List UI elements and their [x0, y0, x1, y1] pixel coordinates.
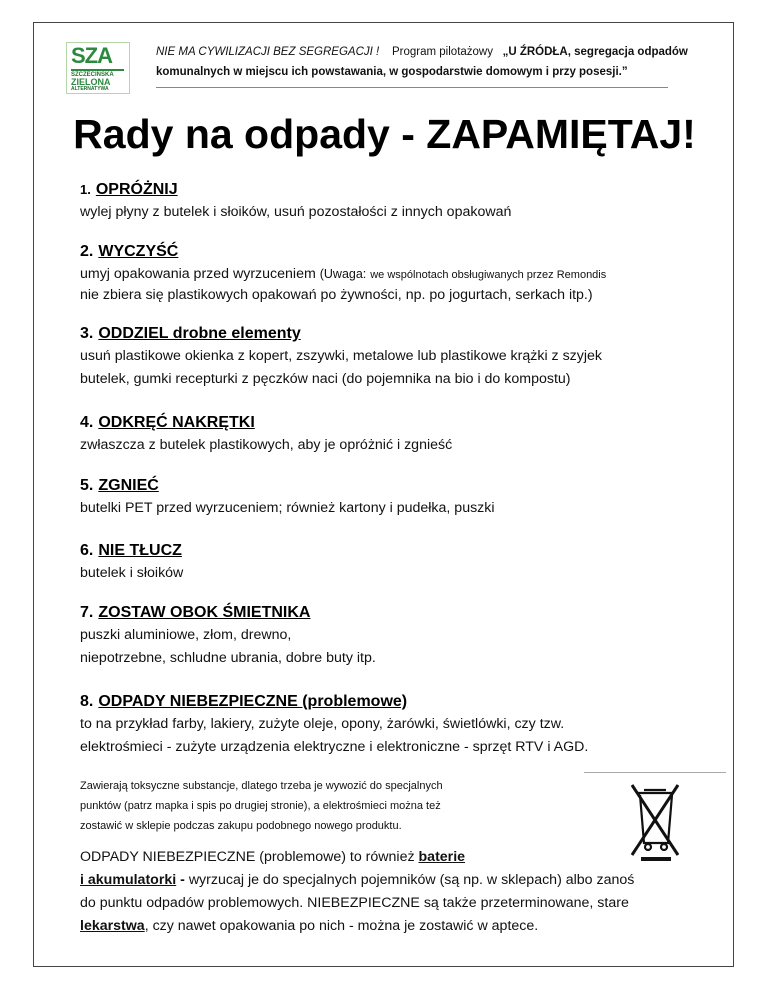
section-heading: WYCZYŚĆ: [98, 243, 179, 260]
logo-line1: SZCZECIŃSKA: [71, 72, 114, 78]
header: [156, 42, 718, 82]
section-7: 7. ZOSTAW OBOK ŚMIETNIKA puszki aluminiowe, złom, drewno, niepotrzebne, schludne ubrania, dobre buty itp.: [80, 602, 730, 670]
section-heading: ZGNIEĆ: [98, 477, 159, 494]
logo-line3: ALTERNATYWA: [71, 86, 109, 92]
section-text: zwłaszcza z butelek plastikowych, aby je opróżnić i zgnieść: [80, 437, 453, 453]
logo: [66, 42, 130, 94]
section-text: butelki PET przed wyrzuceniem; również kartony i pudełka, puszki: [80, 500, 495, 516]
section-2: 2. WYCZYŚĆ umyj opakowania przed wyrzuceniem (Uwaga: we wspólnotach obsługiwanych przez Remondis nie zbiera się plastikowych opakowań po żywności, np. po jogurtach, serkach itp.): [80, 243, 607, 303]
section-text: usuń plastikowe okienka z kopert, zszywki, metalowe lub plastikowe krążki z szyjek: [80, 348, 602, 364]
section-8: 8. ODPADY NIEBEZPIECZNE (problemowe) to na przykład farby, lakiery, zużyte oleje, opony, żarówki, świetlówki, czy tzw. elektrośmieci - zużyte urządzenia elektryczne i elektroniczne - sprzęt RTV i AGD.: [80, 691, 730, 759]
page-frame: [33, 22, 734, 967]
slogan: NIE MA CYWILIZACJI BEZ SEGREGACJI !: [156, 46, 380, 58]
section-3: 3. ODDZIEL drobne elementy usuń plastikowe okienka z kopert, zszywki, metalowe lub plastikowe krążki z szyjek butelek, gumki recepturki z pęczków naci (do pojemnika na bio i do kompostu): [80, 323, 730, 391]
section-heading: NIE TŁUCZ: [98, 542, 182, 559]
section-heading: ODPADY NIEBEZPIECZNE (problemowe): [98, 693, 408, 710]
header-divider: [156, 87, 668, 88]
section-4: 4. ODKRĘĆ NAKRĘTKI zwłaszcza z butelek plastikowych, aby je opróżnić i zgnieść: [80, 412, 730, 457]
program-name: „U ŹRÓDŁA, segregacja odpadów komunalnych w miejscu ich powstawania, w gospodarstwie domowym i przy posesji.”: [156, 46, 688, 78]
section-text: umyj opakowania przed wyrzuceniem: [80, 266, 316, 282]
section-heading: ODDZIEL drobne elementy: [98, 325, 301, 342]
section-text: puszki aluminiowe, złom, drewno,: [80, 627, 292, 643]
section-heading: ZOSTAW OBOK ŚMIETNIKA: [98, 604, 311, 621]
section-6: 6. NIE TŁUCZ butelek i słoików: [80, 540, 730, 585]
program-prefix: Program pilotażowy: [392, 46, 493, 58]
section-text: to na przykład farby, lakiery, zużyte oleje, opony, żarówki, świetlówki, czy tzw.: [80, 716, 565, 732]
final-paragraph: ODPADY NIEBEZPIECZNE (problemowe) to również baterie i akumulatorki - wyrzucaj je do specjalnych pojemników (są np. w sklepach) albo zanoś do punktu odpadów problemowych. NIEBEZPIECZNE są także przeterminowane, stare lekarstwa, czy nawet opakowania po nich - można je zostawić w aptece.: [80, 849, 635, 934]
section-text: wylej płyny z butelek i słoików, usuń pozostałości z innych opakowań: [80, 204, 512, 220]
section-heading: ODKRĘĆ NAKRĘTKI: [98, 414, 255, 431]
page-title: Rady na odpady - ZAPAMIĘTAJ!: [73, 111, 696, 157]
logo-line2: ZIELONA: [71, 77, 111, 87]
section-heading: OPRÓŻNIJ: [95, 181, 178, 198]
hazard-note: Zawierają toksyczne substancje, dlatego trzeba je wywozić do specjalnych punktów (patrz mapka i spis po drugiej stronie), a elektrośmieci można też zostawić w sklepie podczas zakupu podobnego nowego produktu.: [80, 780, 443, 832]
logo-text: SZA: [71, 43, 112, 68]
section-text: butelek i słoików: [80, 565, 184, 581]
section-5: 5. ZGNIEĆ butelki PET przed wyrzuceniem; również kartony i pudełka, puszki: [80, 475, 730, 520]
section-1: 1. OPRÓŻNIJ wylej płyny z butelek i słoików, usuń pozostałości z innych opakowań: [80, 179, 730, 224]
